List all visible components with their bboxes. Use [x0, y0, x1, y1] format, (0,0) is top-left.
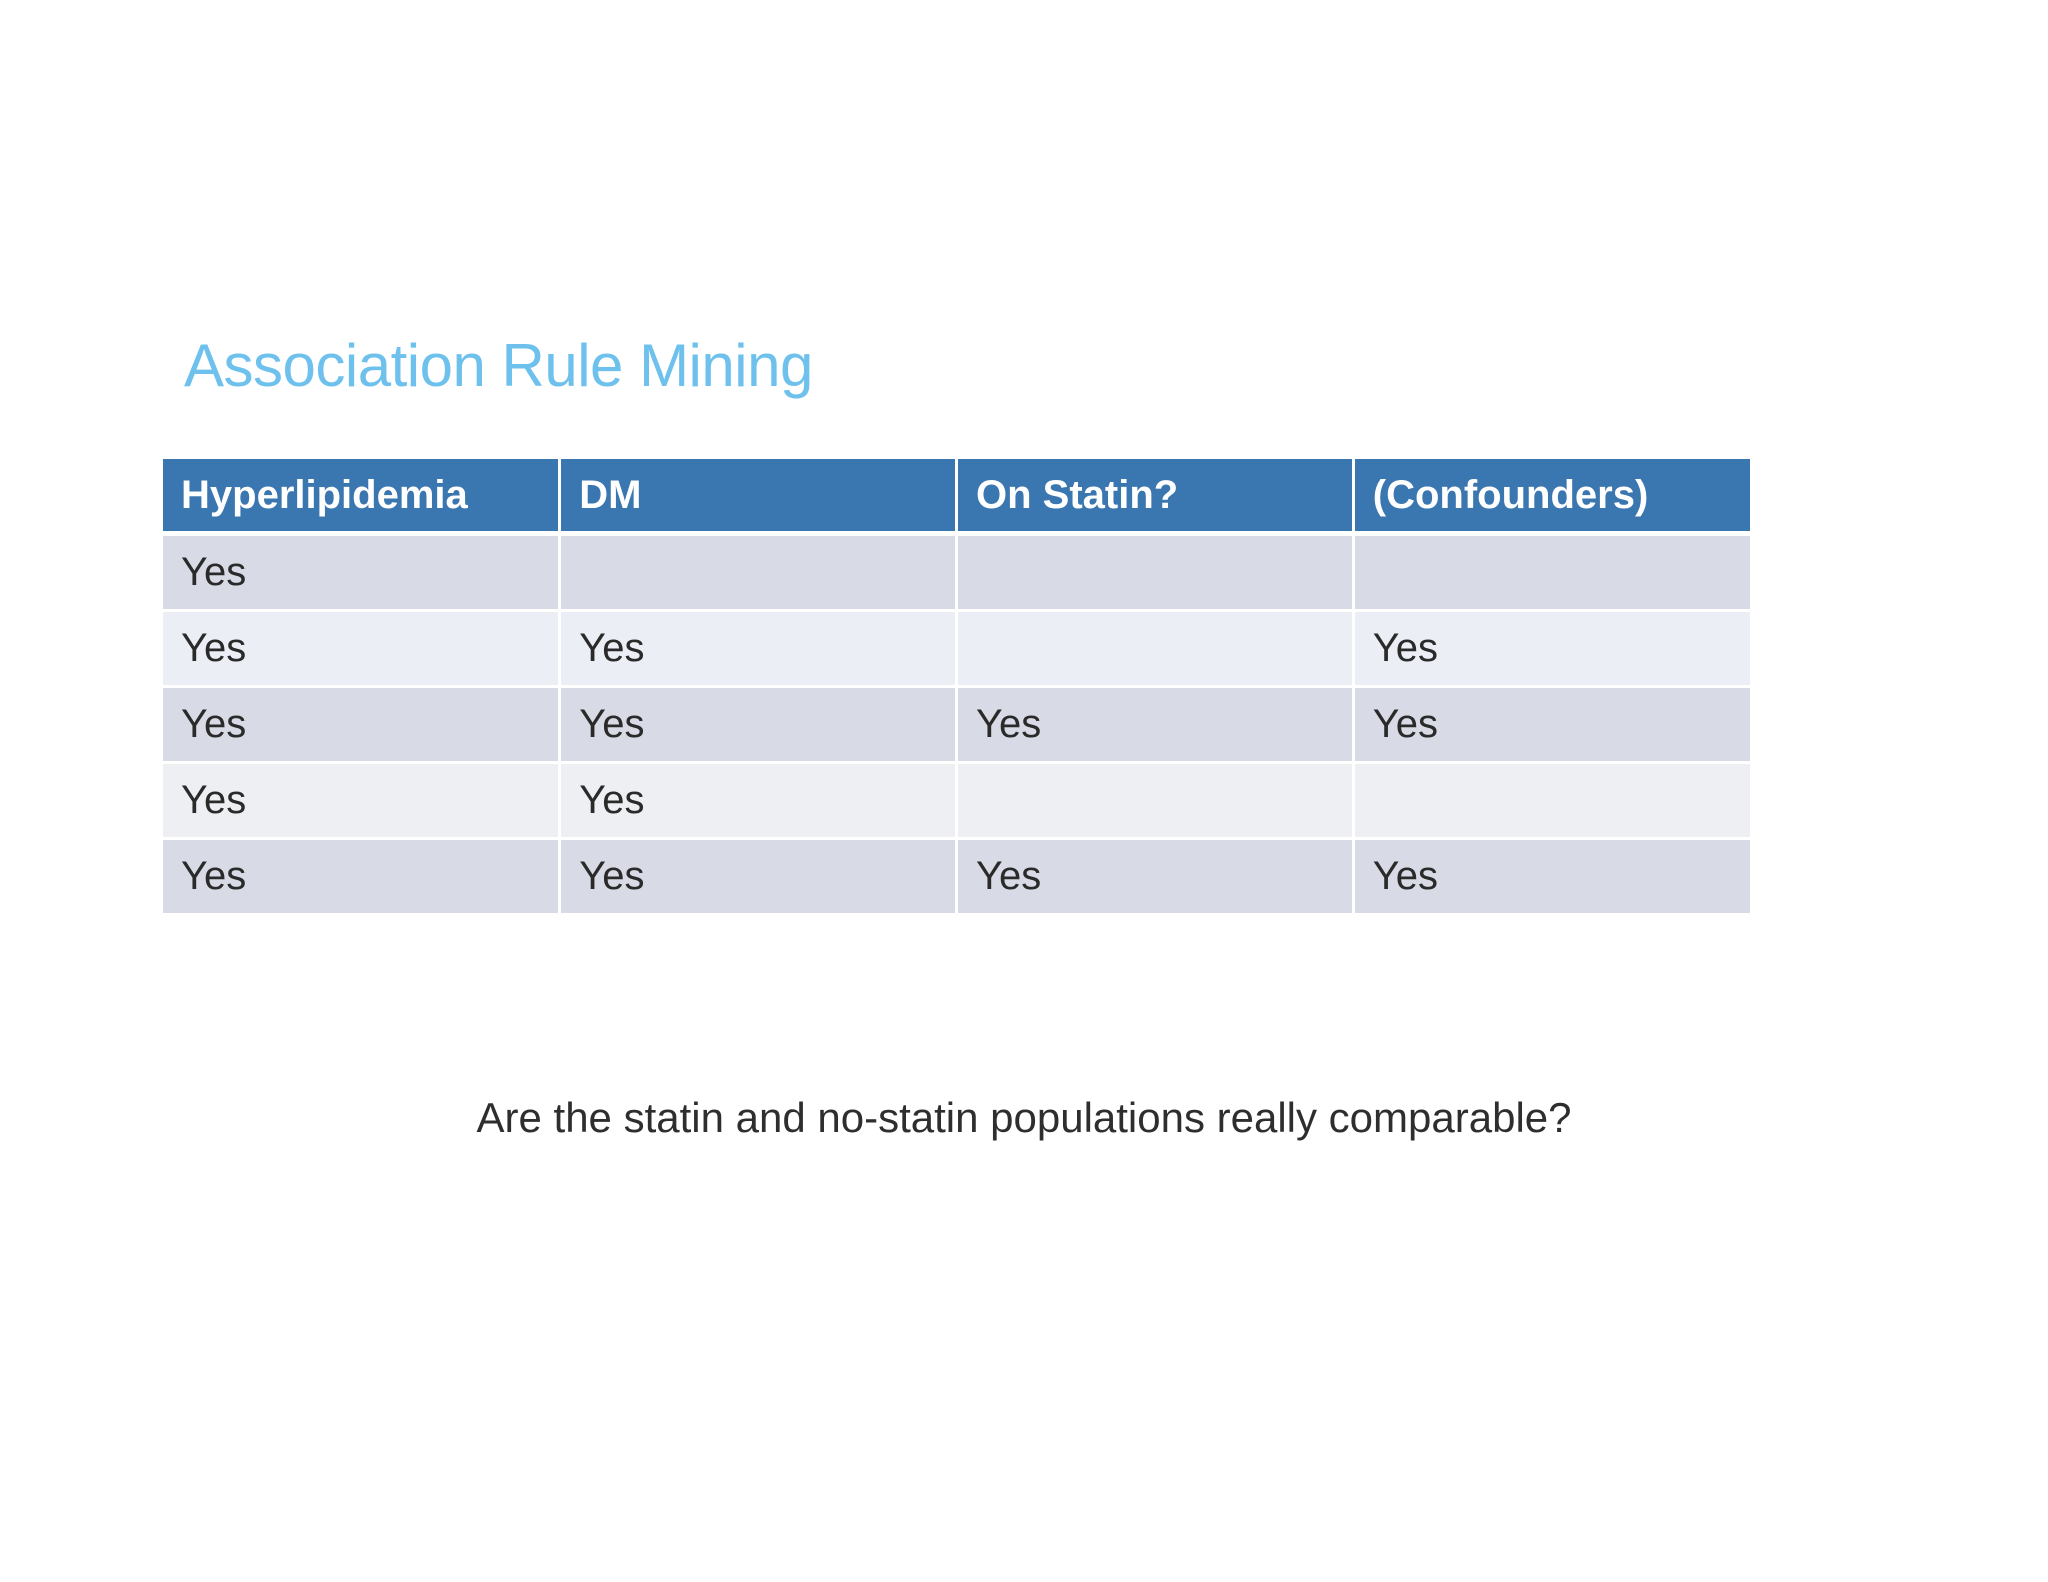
- table-cell: [560, 534, 957, 611]
- table-cell: [1353, 534, 1750, 611]
- table-cell: Yes: [163, 534, 560, 611]
- table-cell: Yes: [1353, 839, 1750, 914]
- header-hyperlipidemia: Hyperlipidemia: [163, 459, 560, 534]
- table-cell: Yes: [560, 611, 957, 687]
- table-cell: Yes: [1353, 611, 1750, 687]
- table-cell: Yes: [560, 687, 957, 763]
- comparability-question: Are the statin and no-statin populations really comparable?: [476, 1094, 1572, 1141]
- table-cell: Yes: [163, 687, 560, 763]
- slide-title: Association Rule Mining: [184, 332, 813, 399]
- table-cell: Yes: [1353, 687, 1750, 763]
- header-confounders: (Confounders): [1353, 459, 1750, 534]
- table-cell: Yes: [163, 763, 560, 839]
- table-cell: Yes: [957, 839, 1354, 914]
- table-cell: [957, 611, 1354, 687]
- table-cell: Yes: [957, 687, 1354, 763]
- table-row: [163, 534, 1750, 611]
- header-on-statin: On Statin?: [957, 459, 1354, 534]
- table-header-row: [163, 459, 1750, 534]
- table-cell: [957, 763, 1354, 839]
- table-row: [163, 839, 1750, 914]
- table-row: [163, 611, 1750, 687]
- header-dm: DM: [560, 459, 957, 534]
- table-row: [163, 763, 1750, 839]
- association-table: [163, 459, 1750, 913]
- table-cell: Yes: [163, 611, 560, 687]
- table-cell: Yes: [163, 839, 560, 914]
- table-cell: Yes: [560, 839, 957, 914]
- table-cell: [957, 534, 1354, 611]
- table-row: [163, 687, 1750, 763]
- table-cell: Yes: [560, 763, 957, 839]
- table-cell: [1353, 763, 1750, 839]
